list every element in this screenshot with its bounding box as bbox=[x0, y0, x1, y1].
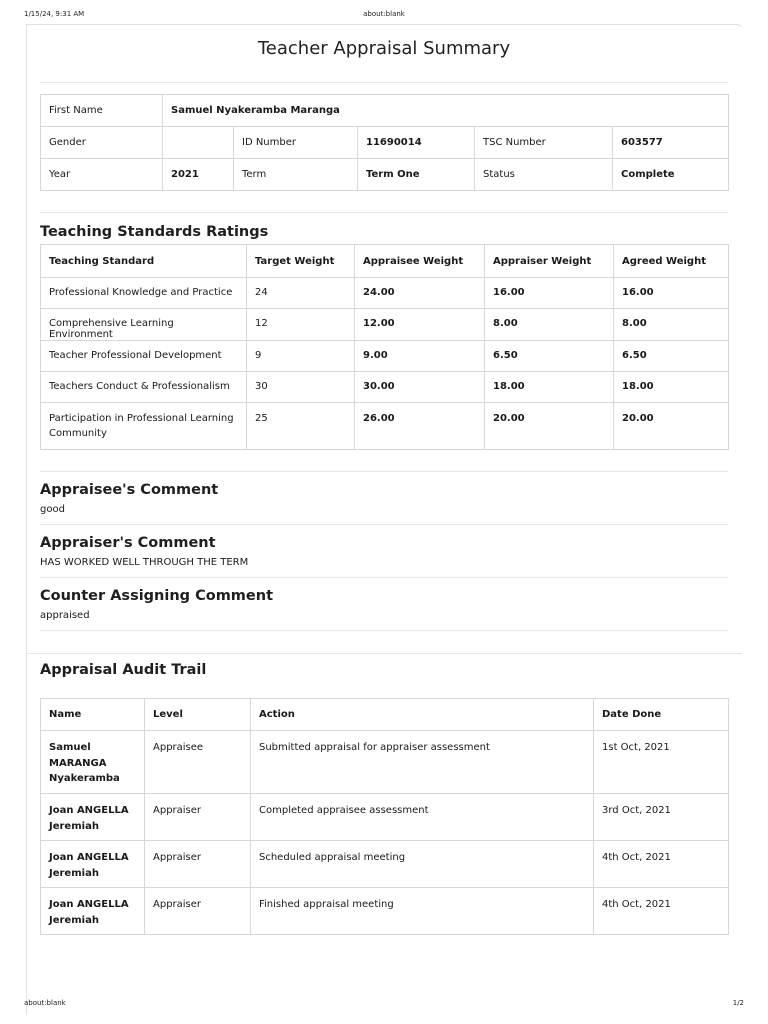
audit-trail-heading: Appraisal Audit Trail bbox=[40, 662, 207, 678]
divider bbox=[40, 82, 728, 83]
target-weight: 24 bbox=[247, 278, 355, 309]
counter-assigning-comment-heading: Counter Assigning Comment bbox=[40, 588, 273, 604]
appraiser-weight: 16.00 bbox=[485, 278, 614, 309]
audit-name: Joan ANGELLA Jeremiah bbox=[41, 794, 145, 841]
appraisee-weight: 12.00 bbox=[355, 309, 485, 341]
table-row bbox=[41, 794, 729, 841]
target-weight: 30 bbox=[247, 372, 355, 403]
standards-table bbox=[40, 244, 729, 450]
standard-name: Comprehensive Learning Environment bbox=[41, 309, 247, 341]
year-label: Year bbox=[41, 159, 163, 191]
page-title: Teacher Appraisal Summary bbox=[257, 38, 511, 59]
appraiser-weight: 6.50 bbox=[485, 341, 614, 372]
table-row bbox=[41, 731, 729, 794]
appraiser-weight: 20.00 bbox=[485, 403, 614, 450]
print-footer bbox=[24, 999, 744, 1011]
column-header: Appraiser Weight bbox=[485, 245, 614, 278]
table-row bbox=[41, 888, 729, 935]
standard-name: Teacher Professional Development bbox=[41, 341, 247, 372]
audit-action: Finished appraisal meeting bbox=[251, 888, 594, 935]
target-weight: 9 bbox=[247, 341, 355, 372]
first-name-label: First Name bbox=[41, 95, 163, 127]
appraisee-weight: 30.00 bbox=[355, 372, 485, 403]
audit-date: 4th Oct, 2021 bbox=[594, 841, 729, 888]
standards-header-row bbox=[41, 245, 729, 278]
table-row bbox=[41, 841, 729, 888]
column-header: Target Weight bbox=[247, 245, 355, 278]
page-number: 1/2 bbox=[732, 999, 744, 1007]
print-url-footer: about:blank bbox=[24, 999, 66, 1007]
audit-date: 3rd Oct, 2021 bbox=[594, 794, 729, 841]
agreed-weight: 16.00 bbox=[614, 278, 729, 309]
standard-name: Teachers Conduct & Professionalism bbox=[41, 372, 247, 403]
term-label: Term bbox=[234, 159, 358, 191]
target-weight: 12 bbox=[247, 309, 355, 341]
info-row-term bbox=[41, 159, 729, 191]
audit-name: Samuel MARANGA Nyakeramba bbox=[41, 731, 145, 794]
agreed-weight: 18.00 bbox=[614, 372, 729, 403]
audit-level: Appraisee bbox=[145, 731, 251, 794]
info-row-ids bbox=[41, 127, 729, 159]
agreed-weight: 6.50 bbox=[614, 341, 729, 372]
column-header: Agreed Weight bbox=[614, 245, 729, 278]
print-header bbox=[24, 10, 744, 22]
print-url: about:blank bbox=[363, 10, 405, 18]
audit-header-row bbox=[41, 699, 729, 731]
counter-assigning-comment-text: appraised bbox=[40, 610, 90, 621]
appraisee-comment-heading: Appraisee's Comment bbox=[40, 482, 219, 498]
appraiser-comment-text: HAS WORKED WELL THROUGH THE TERM bbox=[40, 557, 249, 568]
column-header: Teaching Standard bbox=[41, 245, 247, 278]
document bbox=[40, 24, 728, 935]
agreed-weight: 20.00 bbox=[614, 403, 729, 450]
first-name-value: Samuel Nyakeramba Maranga bbox=[163, 95, 729, 127]
divider bbox=[40, 212, 728, 213]
standards-heading: Teaching Standards Ratings bbox=[40, 224, 269, 240]
year-value: 2021 bbox=[163, 159, 234, 191]
column-header: Name bbox=[41, 699, 145, 731]
divider bbox=[40, 577, 728, 578]
table-row bbox=[41, 372, 729, 403]
audit-trail-table bbox=[40, 698, 729, 935]
appraisee-comment-text: good bbox=[40, 504, 65, 515]
table-row bbox=[41, 341, 729, 372]
appraisee-weight: 9.00 bbox=[355, 341, 485, 372]
agreed-weight: 8.00 bbox=[614, 309, 729, 341]
table-row bbox=[41, 278, 729, 309]
audit-level: Appraiser bbox=[145, 794, 251, 841]
audit-date: 4th Oct, 2021 bbox=[594, 888, 729, 935]
appraisee-weight: 24.00 bbox=[355, 278, 485, 309]
audit-action: Submitted appraisal for appraiser assessment bbox=[251, 731, 594, 794]
audit-level: Appraiser bbox=[145, 841, 251, 888]
divider bbox=[40, 630, 728, 631]
column-header: Date Done bbox=[594, 699, 729, 731]
appraisee-weight: 26.00 bbox=[355, 403, 485, 450]
divider bbox=[40, 524, 728, 525]
appraiser-weight: 8.00 bbox=[485, 309, 614, 341]
column-header: Appraisee Weight bbox=[355, 245, 485, 278]
divider bbox=[26, 653, 742, 654]
target-weight: 25 bbox=[247, 403, 355, 450]
standard-name: Professional Knowledge and Practice bbox=[41, 278, 247, 309]
audit-date: 1st Oct, 2021 bbox=[594, 731, 729, 794]
gender-label: Gender bbox=[41, 127, 163, 159]
table-row bbox=[41, 403, 729, 450]
id-number-label: ID Number bbox=[234, 127, 358, 159]
print-datetime: 1/15/24, 9:31 AM bbox=[24, 10, 85, 18]
audit-action: Scheduled appraisal meeting bbox=[251, 841, 594, 888]
audit-action: Completed appraisee assessment bbox=[251, 794, 594, 841]
divider bbox=[40, 471, 728, 472]
appraiser-weight: 18.00 bbox=[485, 372, 614, 403]
tsc-number-label: TSC Number bbox=[475, 127, 613, 159]
table-row bbox=[41, 309, 729, 341]
audit-level: Appraiser bbox=[145, 888, 251, 935]
id-number-value: 11690014 bbox=[358, 127, 475, 159]
appraiser-comment-heading: Appraiser's Comment bbox=[40, 535, 216, 551]
column-header: Level bbox=[145, 699, 251, 731]
status-value: Complete bbox=[613, 159, 729, 191]
audit-name: Joan ANGELLA Jeremiah bbox=[41, 841, 145, 888]
gender-value bbox=[163, 127, 234, 159]
standard-name: Participation in Professional Learning Community bbox=[41, 403, 247, 450]
info-row-name bbox=[41, 95, 729, 127]
tsc-number-value: 603577 bbox=[613, 127, 729, 159]
audit-name: Joan ANGELLA Jeremiah bbox=[41, 888, 145, 935]
status-label: Status bbox=[475, 159, 613, 191]
column-header: Action bbox=[251, 699, 594, 731]
term-value: Term One bbox=[358, 159, 475, 191]
teacher-info-table bbox=[40, 94, 729, 191]
